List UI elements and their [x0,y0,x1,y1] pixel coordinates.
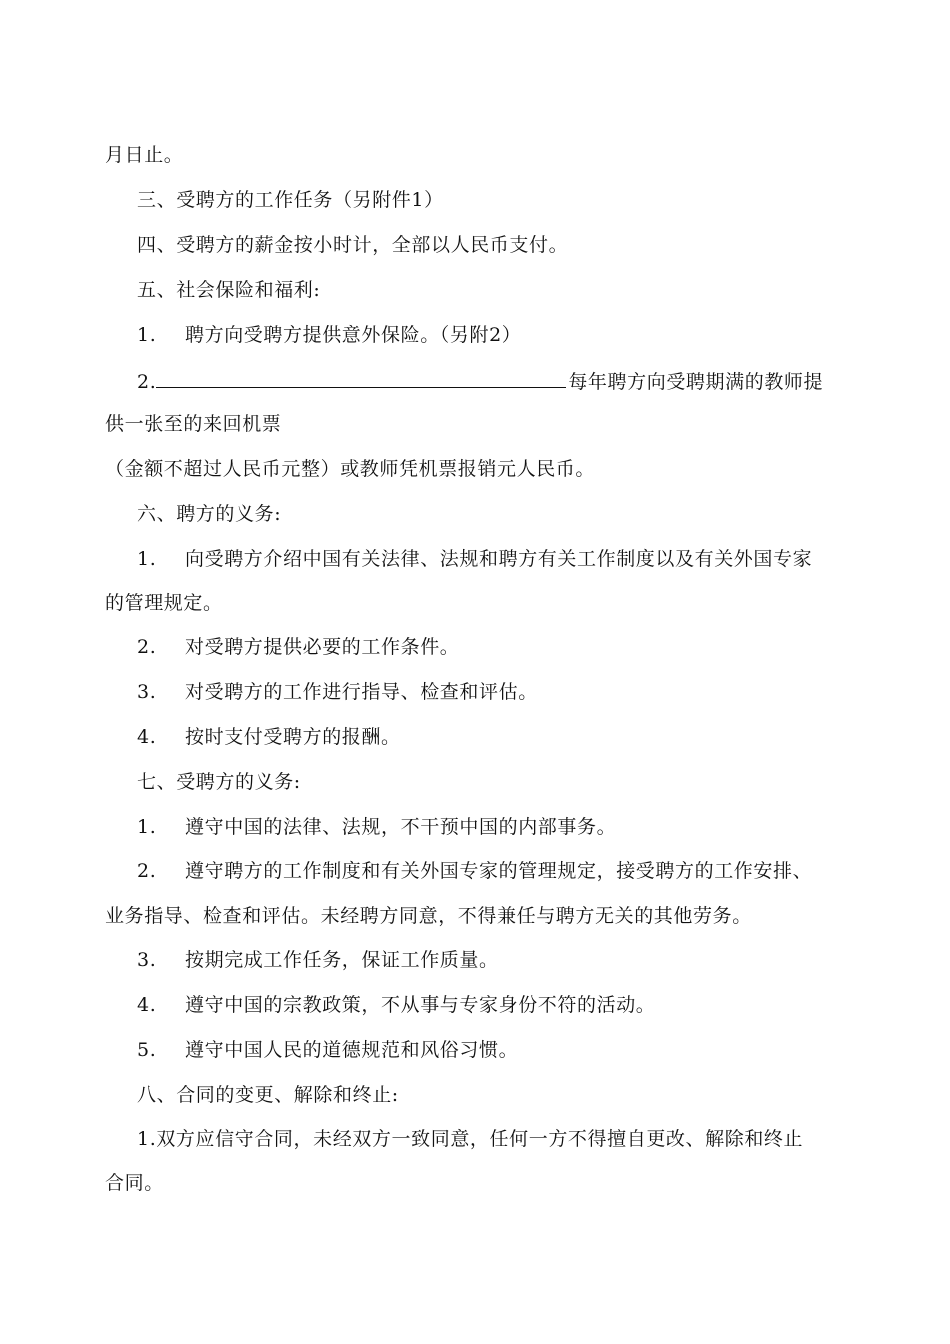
list-item [137,1039,518,1061]
section-heading [137,189,444,211]
line-text: 聘方向受聘方提供意外保险。（另附2） [185,324,522,346]
item-number: 1. [137,324,157,346]
list-item [137,1128,803,1150]
line-text: 每年聘方向受聘期满的教师提 [568,371,824,393]
item-number: 3. [137,681,157,703]
item-number: 5. [137,1039,157,1061]
list-item [137,994,655,1016]
text-line [105,1172,164,1194]
line-text: 月日止。 [105,144,184,166]
list-item [137,548,812,570]
section-heading [137,1084,399,1106]
text-line [105,144,183,166]
line-text: 业务指导、检查和评估。未经聘方同意，不得兼任与聘方无关的其他劳务。 [105,905,752,927]
line-text: 遵守中国的法律、法规，不干预中国的内部事务。 [185,816,617,838]
line-text: 五、社会保险和福利: [137,279,321,301]
list-item [137,636,459,658]
text-line [105,413,281,435]
line-text: 八、合同的变更、解除和终止: [137,1084,399,1106]
section-heading [137,503,281,525]
list-item [137,681,538,703]
line-text: （金额不超过人民币元整）或教师凭机票报销元人民币。 [105,458,596,480]
list-item [137,860,812,882]
section-heading [137,771,301,793]
item-number: 4. [137,726,157,748]
item-number: 1. [137,1128,157,1150]
text-line [105,458,595,480]
line-text: 对受聘方提供必要的工作条件。 [185,636,460,658]
list-item [137,324,521,346]
section-heading [137,234,568,256]
line-text: 六、聘方的义务: [137,503,282,525]
line-text: 对受聘方的工作进行指导、检查和评估。 [185,681,538,703]
line-text: 的管理规定。 [105,592,223,614]
list-item [137,369,823,393]
line-text: 供一张至的来回机票 [105,413,282,435]
item-number: 3. [137,949,157,971]
item-number: 2. [137,860,157,882]
line-text: 四、受聘方的薪金按小时计，全部以人民币支付。 [137,234,569,256]
line-text: 按期完成工作任务，保证工作质量。 [185,949,499,971]
item-number: 2. [137,636,157,658]
line-text: 遵守中国人民的道德规范和风俗习惯。 [185,1039,519,1061]
line-text: 按时支付受聘方的报酬。 [185,726,401,748]
text-line [105,905,752,927]
item-number: 1. [137,816,157,838]
list-item [137,726,401,748]
line-text: 遵守中国的宗教政策，不从事与专家身份不符的活动。 [185,994,656,1016]
item-number: 2. [137,371,157,393]
line-text: 双方应信守合同，未经双方一致同意，任何一方不得擅自更改、解除和终止 [156,1128,804,1150]
list-item [137,949,499,971]
text-line [105,592,223,614]
line-text: 三、受聘方的工作任务（另附件1） [137,189,444,211]
line-text: 七、受聘方的义务: [137,771,301,793]
section-heading [137,279,320,301]
fill-in-blank [156,369,566,388]
line-text: 合同。 [105,1172,164,1194]
line-text: 遵守聘方的工作制度和有关外国专家的管理规定，接受聘方的工作安排、 [185,860,813,882]
item-number: 1. [137,548,157,570]
list-item [137,816,616,838]
item-number: 4. [137,994,157,1016]
line-text: 向受聘方介绍中国有关法律、法规和聘方有关工作制度以及有关外国专家 [185,548,813,570]
